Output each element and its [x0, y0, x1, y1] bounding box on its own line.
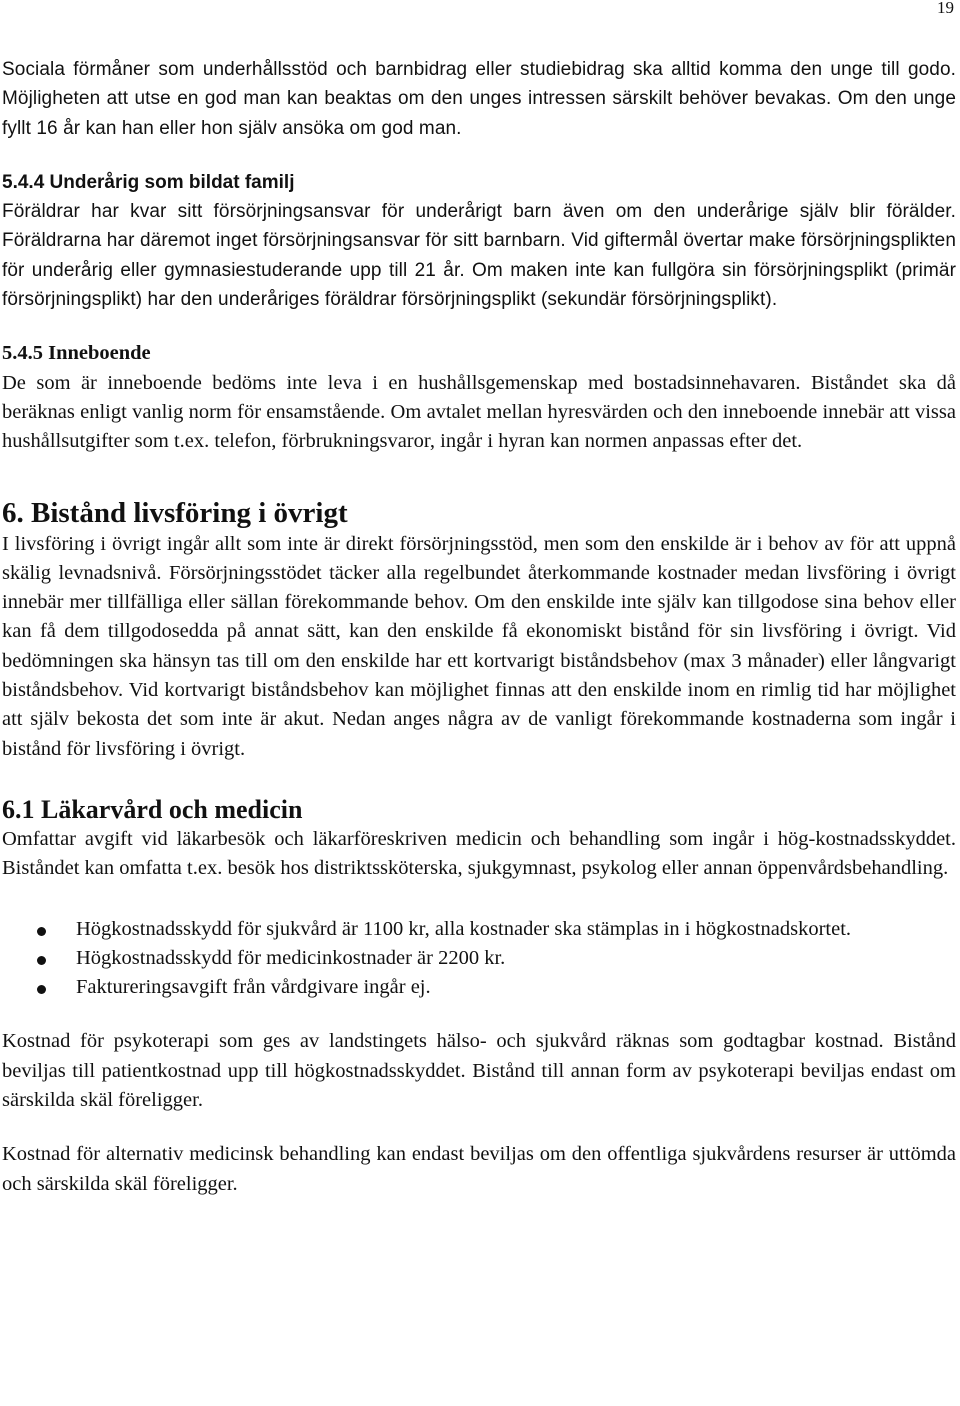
- psychotherapy-paragraph: Kostnad för psykoterapi som ges av landstingets hälso- och sjukvård räknas som godtagbar kostnad. Bistånd beviljas till patientkostnad upp till högkostnadsskyddet. Bistånd till annan form av psykoterapi beviljas endast om särskilda skäl föreligger.: [2, 1030, 956, 1112]
- list-item: Högkostnadsskydd för medicinkostnader är 2200 kr.: [2, 944, 956, 973]
- section-5-4-4-body-part1: Föräldrar har kvar sitt försörjningsansvar för underårigt barn även om den underårige själv blir förälder. Föräldrarna har däremot inget försörjningsansvar för sitt barnbarn.: [2, 201, 956, 252]
- bullet-icon: [37, 927, 46, 936]
- section-6-1-body: Omfattar avgift vid läkarbesök och läkarföreskriven medicin och behandling som ingår i hög-kostnadsskyddet. Biståndet kan omfatta t.ex. besök hos distriktssköterska, sjukgymnast, psykolog eller annan öppenvårdsbehandling.: [2, 827, 956, 880]
- section-6-body: I livsföring i övrigt ingår allt som inte är direkt försörjningsstöd, men som den enskilde är i behov av för att uppnå skälig levnadsnivå. Försörjningsstödet täcker alla regelbundet återkommande kostnader medan livsföring i övrigt innebär mer tillfälliga eller sällan förekommande behov. Om den enskilde inte själv kan tillgodose sina behov eller kan få dem tillgodosedda på annat sätt, kan den enskilde få ekonomiskt bistånd för sin livsföring i övrigt. Vid bedömningen ska hänsyn tas till om den enskilde har ett kortvarigt biståndsbehov (max 3 månader) eller långvarigt biståndsbehov. Vid kortvarigt biståndsbehov kan möjlighet finnas att den enskilde inom en rimlig tid har möjlighet att själv bekosta det som inte är akut. Nedan anges några av de vanligt förekommande kostnaderna som ingår i bistånd för livsföring i övrigt.: [2, 532, 956, 760]
- section-6-heading: 6. Bistånd livsföring i övrigt: [2, 496, 348, 529]
- section-6-1-bullet-list: [2, 915, 956, 1003]
- section-5-4-5-heading: 5.4.5 Inneboende: [2, 342, 151, 365]
- section-5-4-4-heading: 5.4.4 Underårig som bildat familj: [2, 171, 295, 193]
- bullet-icon: [37, 985, 46, 994]
- section-5-4-4: [2, 168, 956, 314]
- section-5-4-5: [2, 339, 956, 456]
- section-6-1-heading: 6.1 Läkarvård och medicin: [2, 794, 303, 824]
- section-5-4-4-body: [2, 197, 956, 314]
- list-item: Högkostnadsskydd för sjukvård är 1100 kr, alla kostnader ska stämplas in i högkostnadskortet.: [2, 915, 956, 944]
- list-item: Faktureringsavgift från vårdgivare ingår ej.: [2, 973, 956, 1002]
- intro-paragraph: Sociala förmåner som underhållsstöd och barnbidrag eller studiebidrag ska alltid komma den unge till godo. Möjligheten att utse en god man kan beaktas om den unges intressen särskilt behöver bevakas. Om den unge fyllt 16 år kan han eller hon själv ansöka om god man.: [2, 59, 956, 139]
- section-5-4-5-body: De som är inneboende bedöms inte leva i en hushållsgemenskap med bostadsinnehavaren. Biståndet ska då beräknas enligt vanlig norm för ensamstående. Om avtalet mellan hyresvärden och den inneboende innebär att vissa hushållsutgifter som t.ex. telefon, förbrukningsvaror, ingår i hyran kan normen anpassas efter det.: [2, 371, 956, 453]
- alternative-medicine-paragraph: Kostnad för alternativ medicinsk behandling kan endast beviljas om den offentliga sjukvårdens resurser är uttömda och särskilda skäl föreligger.: [2, 1143, 956, 1195]
- bullet-icon: [37, 956, 46, 965]
- section-6-1: [2, 794, 956, 1199]
- page-number: 19: [937, 0, 954, 17]
- section-5-4-4-body-part2: Vid giftermål övertar make försörjningsplikten för underårig eller gymnasiestuderande upp till 21 år. Om maken inte kan fullgöra sin försörjningsplikt (primär försörjningsplikt) har den underåriges föräldrar försörjningsplikt (sekundär försörjningsplikt).: [2, 230, 956, 311]
- section-6: [2, 497, 956, 764]
- document-body: [2, 55, 956, 1199]
